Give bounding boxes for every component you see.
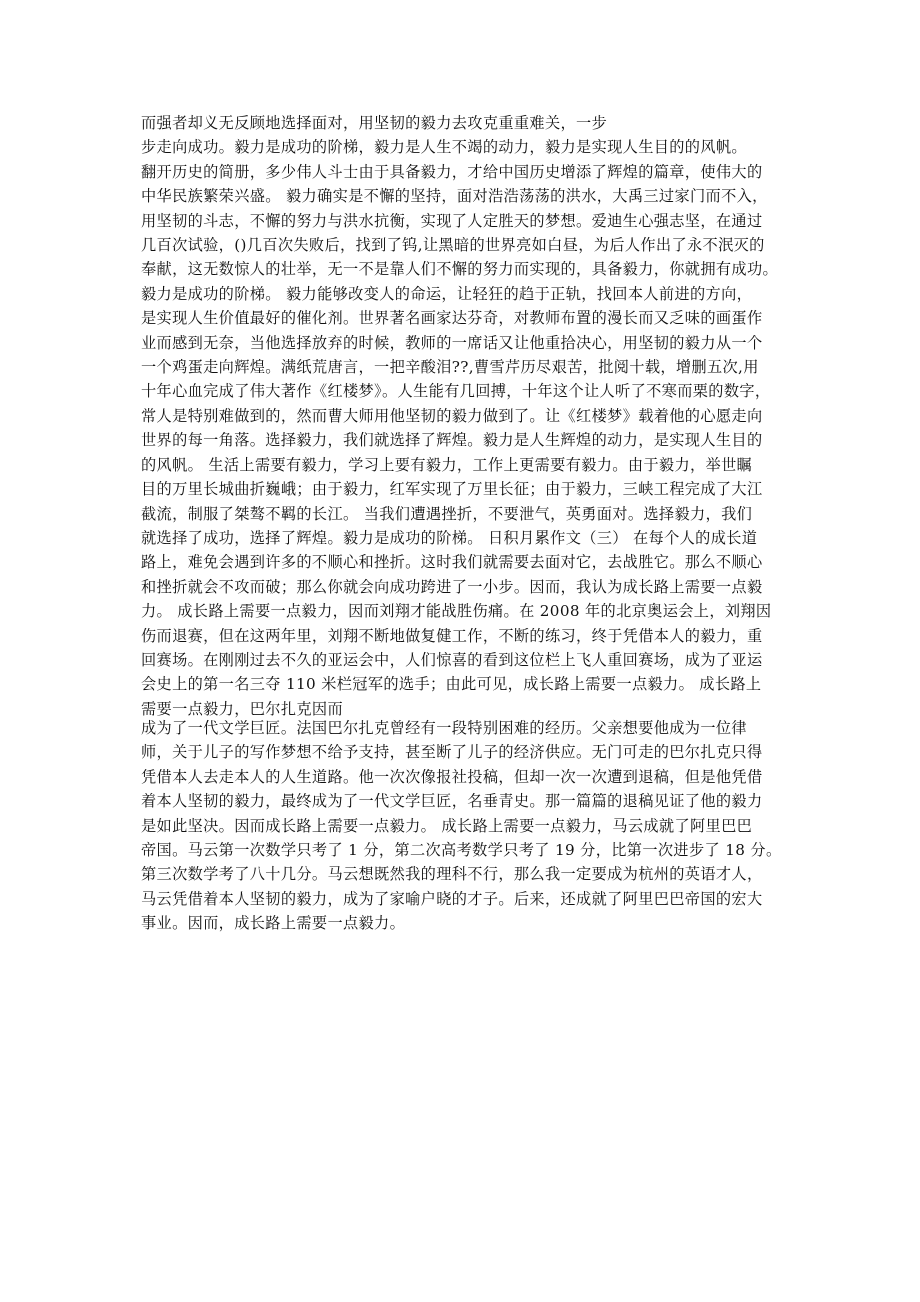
text-line: 几百次试验，()几百次失败后，找到了钨,让黑暗的世界亮如白昼，为后人作出了永不泯灭的 (141, 236, 765, 255)
text-line: 路上，难免会遇到许多的不顺心和挫折。这时我们就需要去面对它，去战胜它。那么不顺心 (141, 553, 763, 572)
text-line: 凭借本人去走本人的人生道路。他一次次像报社投稿，但却一次一次遭到退稿，但是他凭借 (141, 767, 763, 786)
text-line: 第三次数学考了八十几分。马云想既然我的理科不行，那么我一定要成为杭州的英语才人， (141, 865, 763, 884)
text-line: 的风帆。 生活上需要有毅力，学习上要有毅力，工作上更需要有毅力。由于毅力，举世瞩 (141, 455, 753, 474)
text-line: 毅力是成功的阶梯。 毅力能够改变人的命运，让轻狂的趋于正轨，找回本人前进的方向， (141, 284, 753, 303)
text-line: 翻开历史的简册，多少伟人斗士由于具备毅力，才给中国历史增添了辉煌的篇章，使伟大的 (141, 162, 763, 181)
text-line: 一个鸡蛋走向辉煌。满纸荒唐言，一把辛酸泪??,曹雪芹历尽艰苦，批阅十载，增删五次,用 (141, 358, 759, 377)
text-line: 用坚韧的斗志，不懈的努力与洪水抗衡，实现了人定胜天的梦想。爱迪生心强志坚，在通过 (141, 211, 763, 230)
text-line: 世界的每一角落。选择毅力，我们就选择了辉煌。毅力是人生辉煌的动力，是实现人生目的 (141, 431, 763, 450)
text-line: 业而感到无奈，当他选择放弃的时候，教师的一席话又让他重拾决心，用坚韧的毅力从一个 (141, 333, 763, 352)
text-line: 成为了一代文学巨匠。法国巴尔扎克曾经有一段特别困难的经历。父亲想要他成为一位律 (141, 719, 747, 737)
text-line: 马云凭借着本人坚韧的毅力，成为了家喻户晓的才子。后来，还成就了阿里巴巴帝国的宏大 (141, 889, 763, 908)
text-line: 力。 成长路上需要一点毅力，因而刘翔才能战胜伤痛。在 2008 年的北京奥运会上，刘翔因 (141, 602, 772, 621)
body-text-block-2 (141, 716, 781, 936)
text-line: 截流，制服了桀骜不羁的长江。 当我们遭遇挫折，不要泄气，英勇面对。选择毅力，我们 (141, 504, 753, 523)
text-line: 需要一点毅力，巴尔扎克因而 (141, 699, 343, 718)
text-line: 就选择了成功，选择了辉煌。毅力是成功的阶梯。 日积月累作文（三） 在每个人的成长道 (141, 528, 758, 547)
text-line: 事业。因而，成长路上需要一点毅力。 (141, 914, 406, 933)
text-line: 步走向成功。毅力是成功的阶梯，毅力是人生不竭的动力，毅力是实现人生目的的风帆。 (141, 138, 747, 157)
text-line: 中华民族繁荣兴盛。 毅力确实是不懈的坚持，面对浩浩荡荡的洪水，大禹三过家门而不入， (141, 187, 768, 206)
text-line: 常人是特别难做到的，然而曹大师用他坚韧的毅力做到了。让《红楼梦》载着他的心愿走向 (141, 406, 763, 425)
text-line: 十年心血完成了伟大著作《红楼梦》。人生能有几回搏，十年这个让人听了不寒而栗的数字， (141, 382, 771, 401)
text-line: 会史上的第一名三夺 110 米栏冠军的选手；由此可见，成长路上需要一点毅力。 成长路上 (141, 675, 762, 694)
text-line: 奉献，这无数惊人的壮举，无一不是靠人们不懈的努力而实现的，具备毅力，你就拥有成功。 (141, 260, 779, 279)
text-line: 伤而退赛，但在这两年里，刘翔不断地做复健工作，不断的练习，终于凭借本人的毅力，重 (141, 626, 763, 645)
text-line: 着本人坚韧的毅力，最终成为了一代文学巨匠，名垂青史。那一篇篇的退稿见证了他的毅力 (141, 792, 763, 811)
text-line: 和挫折就会不攻而破；那么你就会向成功跨进了一小步。因而，我认为成长路上需要一点毅 (141, 577, 763, 596)
text-line: 目的万里长城曲折巍峨；由于毅力，红军实现了万里长征；由于毅力，三峡工程完成了大江 (141, 480, 763, 499)
text-line: 帝国。马云第一次数学只考了 1 分，第二次高考数学只考了 19 分，比第一次进步了 18 分。 (141, 841, 782, 860)
text-line: 而强者却义无反顾地选择面对，用坚韧的毅力去攻克重重难关，一步 (141, 114, 608, 132)
text-line: 是实现人生价值最好的催化剂。世界著名画家达芬奇，对教师布置的漫长而又乏味的画蛋作 (141, 309, 763, 328)
text-line: 是如此坚决。因而成长路上需要一点毅力。 成长路上需要一点毅力，马云成就了阿里巴巴 (141, 816, 753, 835)
text-line: 师，关于儿子的写作梦想不给予支持，甚至断了儿子的经济供应。无门可走的巴尔扎克只得 (141, 743, 763, 762)
text-line: 回赛场。在刚刚过去不久的亚运会中，人们惊喜的看到这位栏上飞人重回赛场，成为了亚运 (141, 650, 763, 669)
body-text-block-1 (141, 111, 781, 721)
